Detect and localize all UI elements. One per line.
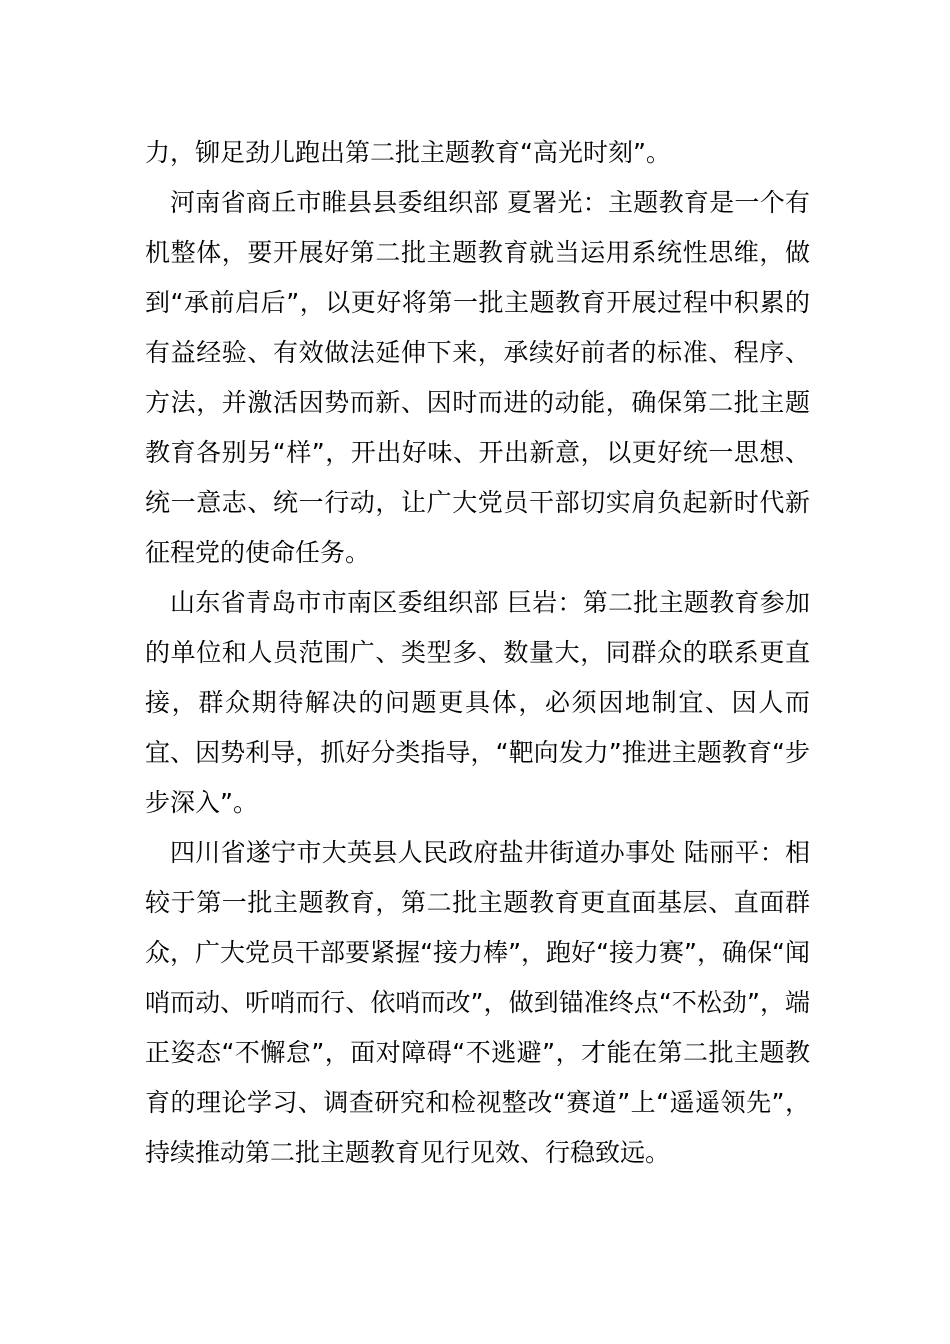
paragraph-lu-liping: 四川省遂宁市大英县人民政府盐井街道办事处 陆丽平：相较于第一批主题教育，第二批主题教育更直面基层、直面群众，广大党员干部要紧握“接力棒”，跑好“接力赛”，确保“闻哨而动、听哨而行、依哨而改”，做到锚准终点“不松劲”，端正姿态“不懈怠”，面对障碍“不逃避”，才能在第二批主题教育的理论学习、调查研究和检视整改“赛道”上“遥遥领先”，持续推动第二批主题教育见行见效、行稳致远。	[145, 838, 810, 1167]
paragraph-continued: 力，铆足劲儿跑出第二批主题教育“高光时刻”。	[145, 138, 671, 167]
paragraph-xia-shuguang: 河南省商丘市睢县县委组织部 夏署光：主题教育是一个有机整体，要开展好第二批主题教育就当运用系统性思维，做到“承前启后”，以更好将第一批主题教育开展过程中积累的有益经验、有效做法延伸下来，承续好前者的标准、程序、方法，并激活因势而新、因时而进的动能，确保第二批主题教育各别另“样”，开出好味、开出新意，以更好统一思想、统一意志、统一行动，让广大党员干部切实肩负起新时代新征程党的使命任务。	[145, 188, 810, 567]
paragraph-ju-yan: 山东省青岛市市南区委组织部 巨岩：第二批主题教育参加的单位和人员范围广、类型多、数量大，同群众的联系更直接，群众期待解决的问题更具体，必须因地制宜、因人而宜、因势利导，抓好分类指导，“靶向发力”推进主题教育“步步深入”。	[145, 588, 810, 817]
document-body	[145, 128, 810, 1178]
